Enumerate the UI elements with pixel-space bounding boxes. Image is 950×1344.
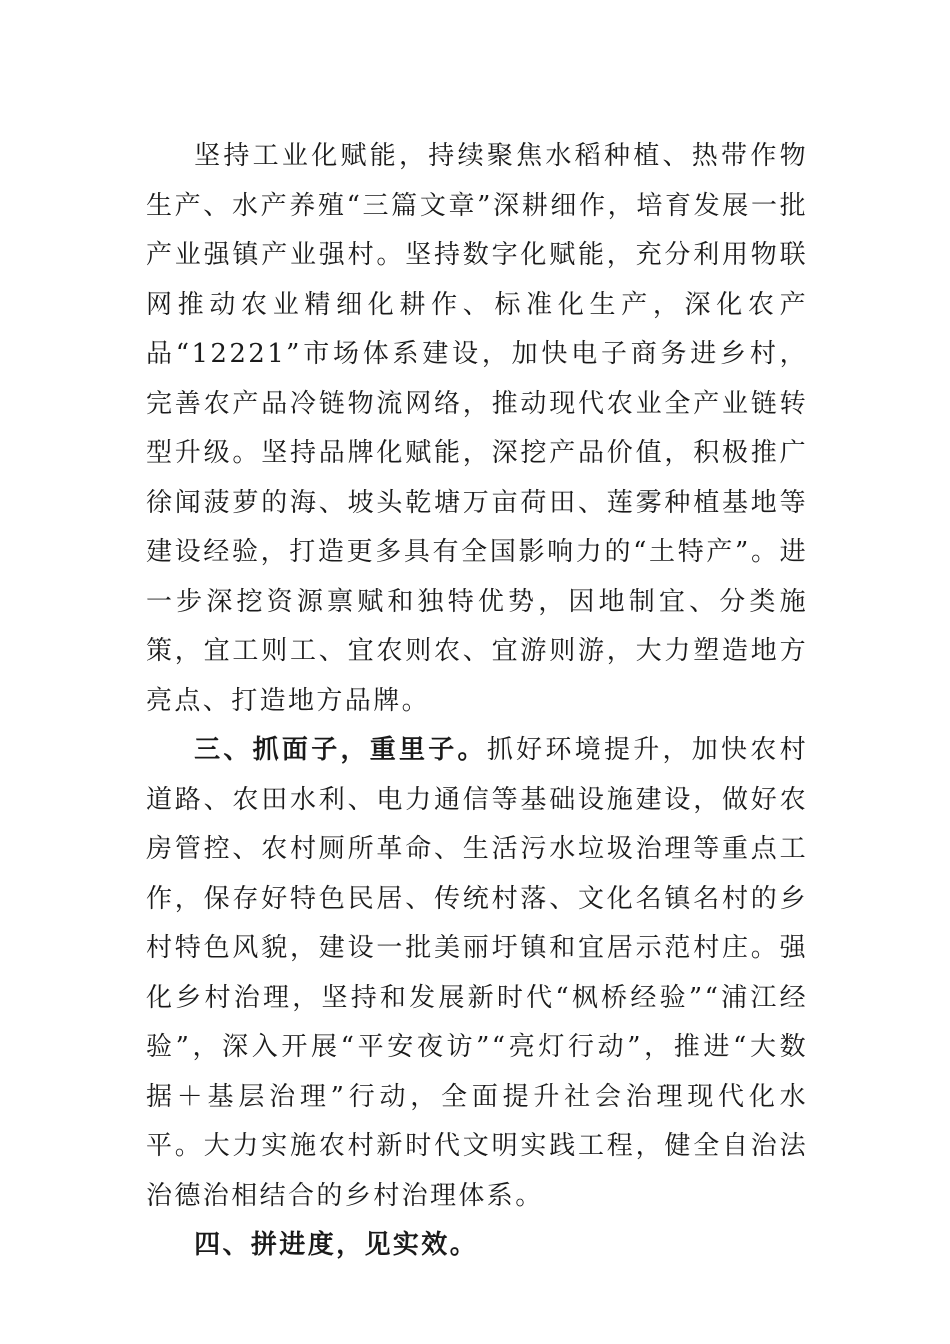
document-body <box>146 132 808 1271</box>
paragraph-industry-empowerment: 坚持工业化赋能，持续聚焦水稻种植、热带作物生产、水产养殖“三篇文章”深耕细作，培育发展一批产业强镇产业强村。坚持数字化赋能，充分利用物联网推动农业精细化耕作、标准化生产，深化农产品“12221”市场体系建设，加快电子商务进乡村，完善农产品冷链物流网络，推动现代农业全产业链转型升级。坚持品牌化赋能，深挖产品价值，积极推广徐闻菠萝的海、坡头乾塘万亩荷田、莲雾种植基地等建设经验，打造更多具有全国影响力的“土特产”。进一步深挖资源禀赋和独特优势，因地制宜、分类施策，宜工则工、宜农则农、宜游则游，大力塑造地方亮点、打造地方品牌。 <box>146 141 808 716</box>
section-3-paragraph <box>146 726 808 1221</box>
section-4-heading: 四、拼进度，见实效。 <box>194 1230 479 1260</box>
section-3-body: 抓好环境提升，加快农村道路、农田水利、电力通信等基础设施建设，做好农房管控、农村厕所革命、生活污水垃圾治理等重点工作，保存好特色民居、传统村落、文化名镇名村的乡村特色风貌，建设一批美丽圩镇和宜居示范村庄。强化乡村治理，坚持和发展新时代“枫桥经验”“浦江经验”，深入开展“平安夜访”“亮灯行动”，推进“大数据＋基层治理”行动，全面提升社会治理现代化水平。大力实施农村新时代文明实践工程，健全自治法治德治相结合的乡村治理体系。 <box>146 735 808 1211</box>
section-3-heading: 三、抓面子，重里子。 <box>194 735 487 765</box>
